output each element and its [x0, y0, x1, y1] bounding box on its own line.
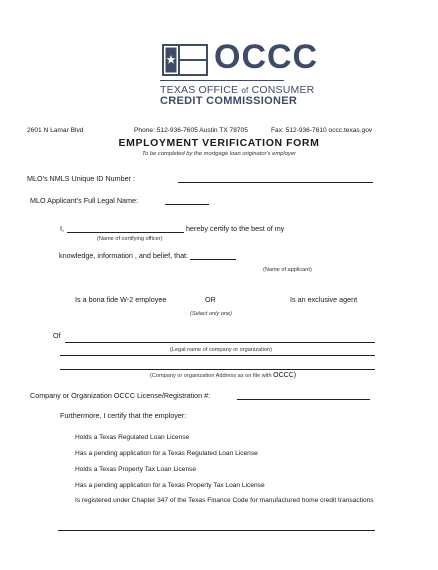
applicant-name-label: MLO Applicant's Full Legal Name: [30, 196, 139, 205]
company-name-field-line2[interactable] [60, 355, 375, 356]
furthermore-text: Furthermore, I certify that the employer: [60, 411, 187, 420]
option-or: OR [205, 295, 216, 304]
certifying-officer-field[interactable] [67, 232, 184, 233]
nmls-id-field[interactable] [178, 182, 373, 183]
knowledge-text: knowledge, information , and belief, that: [59, 251, 189, 260]
contact-fax: Fax: 512-936-7610 occc.texas.gov [271, 127, 373, 134]
bottom-signature-line[interactable] [58, 530, 375, 531]
company-name-field[interactable] [65, 342, 375, 343]
company-address-caption: (Company or organization Address as on file with OCCC) [150, 372, 297, 379]
i-label: I, [60, 224, 64, 233]
agency-logo-text: OCCC [214, 38, 319, 76]
certification-item[interactable]: Holds a Texas Regulated Loan License [75, 434, 190, 441]
applicant-certified-field[interactable] [190, 259, 236, 260]
certification-item[interactable]: Is registered under Chapter 347 of the Texas Finance Code for manufactured home credit transactions [75, 497, 374, 504]
of-label: Of [53, 331, 61, 340]
certification-item[interactable]: Has a pending application for a Texas Property Tax Loan License [75, 482, 265, 489]
select-one-caption: (Select only one) [190, 311, 232, 317]
form-subtitle: To be completed by the mortgage loan originator's employer [142, 151, 296, 157]
license-number-field[interactable] [237, 399, 370, 400]
contact-address: 2601 N Lamar Blvd [27, 127, 84, 134]
option-exclusive-agent[interactable]: Is an exclusive agent [290, 295, 358, 304]
texas-flag-logo-icon [162, 44, 208, 76]
agency-name-line2: CREDIT COMMISSIONER [160, 95, 298, 107]
form-title: EMPLOYMENT VERIFICATION FORM [118, 137, 320, 149]
applicant-name-field[interactable] [165, 204, 209, 205]
contact-phone: Phone: 512-936-7605 Austin TX 78705 [134, 127, 248, 134]
nmls-id-label: MLO's NMLS Unique ID Number : [27, 174, 136, 183]
agency-name-line1: TEXAS OFFICE of CONSUMER [160, 84, 315, 96]
license-label: Company or Organization OCCC License/Registration #: [30, 391, 211, 400]
certify-text: hereby certify to the best of my [186, 224, 285, 233]
company-name-caption: (Legal name of company or organization) [170, 347, 272, 353]
option-w2-employee[interactable]: Is a bona fide W-2 employee [75, 295, 167, 304]
company-address-field[interactable] [60, 369, 375, 370]
certification-item[interactable]: Holds a Texas Property Tax Loan License [75, 466, 197, 473]
certification-item[interactable]: Has a pending application for a Texas Regulated Loan License [75, 450, 258, 457]
applicant-caption: (Name of applicant) [263, 267, 312, 273]
logo-divider [160, 80, 284, 81]
certifying-officer-caption: (Name of certifying officer) [97, 236, 163, 242]
